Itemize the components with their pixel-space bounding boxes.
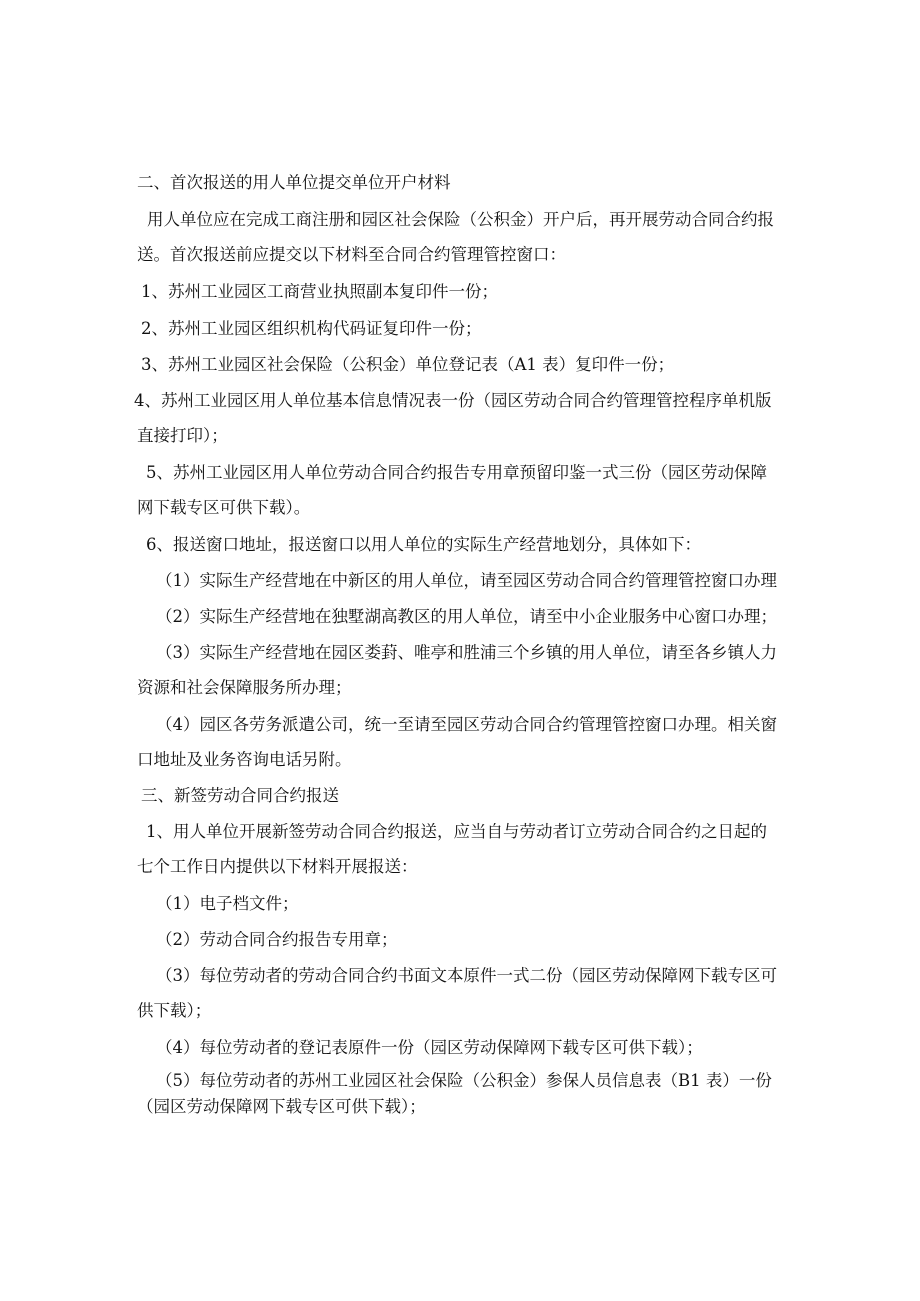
section-3-sub-3-line-1: （3）每位劳动者的劳动合同合约书面文本原件一式二份（园区劳动保障网下载专区可 [156, 966, 777, 985]
section-3-sub-1: （1）电子档文件； [156, 894, 299, 913]
section-2-item-2: 2、苏州工业园区组织机构代码证复印件一份； [141, 319, 482, 338]
section-2-intro-line-1: 用人单位应在完成工商注册和园区社会保险（公积金）开户后，再开展劳动合同合约报 [147, 210, 774, 229]
section-3-sub-3-line-2: 供下载）； [137, 1001, 212, 1020]
section-2-item-6: 6、报送窗口地址，报送窗口以用人单位的实际生产经营地划分，具体如下： [146, 535, 701, 554]
section-2-item-5-line-2: 网下载专区可供下载）。 [137, 498, 311, 517]
section-3-sub-4: （4）每位劳动者的登记表原件一份（园区劳动保障网下载专区可供下载）； [156, 1038, 703, 1057]
section-2-item-4-line-2: 直接打印）； [137, 426, 228, 445]
section-2-item-4-line-1: 4、苏州工业园区用人单位基本信息情况表一份（园区劳动合同合约管理管控程序单机版 [134, 391, 772, 410]
section-2-item-3: 3、苏州工业园区社会保险（公积金）单位登记表（A1 表）复印件一份； [141, 355, 675, 374]
section-2-sub-3-line-2: 资源和社会保障服务所办理； [137, 678, 352, 697]
section-3-heading: 三、新签劳动合同合约报送 [141, 786, 339, 805]
section-3-sub-2: （2）劳动合同合约报告专用章； [156, 930, 398, 949]
section-2-intro-line-2: 送。首次报送前应提交以下材料至合同合约管理管控窗口： [137, 245, 566, 264]
section-2-item-5-line-1: 5、苏州工业园区用人单位劳动合同合约报告专用章预留印鉴一式三份（园区劳动保障 [146, 463, 767, 482]
section-2-sub-4-line-2: 口地址及业务咨询电话另附。 [137, 750, 352, 769]
section-3-item-1-line-1: 1、用人单位开展新签劳动合同合约报送，应当自与劳动者订立劳动合同合约之日起的 [146, 822, 767, 841]
section-2-sub-3-line-1: （3）实际生产经营地在园区娄葑、唯亭和胜浦三个乡镇的用人单位，请至各乡镇人力 [156, 643, 777, 662]
section-3-sub-5-line-2: （园区劳动保障网下载专区可供下载）； [137, 1097, 426, 1116]
section-2-sub-2: （2）实际生产经营地在独墅湖高教区的用人单位，请至中小企业服务中心窗口办理； [156, 607, 777, 626]
section-2-heading: 二、首次报送的用人单位提交单位开户材料 [137, 173, 451, 192]
section-2-sub-4-line-1: （4）园区各劳务派遣公司，统一至请至园区劳动合同合约管理管控窗口办理。相关窗 [156, 715, 777, 734]
section-3-sub-5-line-1: （5）每位劳动者的苏州工业园区社会保险（公积金）参保人员信息表（B1 表）一份 [156, 1071, 772, 1090]
section-2-sub-1: （1）实际生产经营地在中新区的用人单位，请至园区劳动合同合约管理管控窗口办理 [156, 571, 777, 590]
section-3-item-1-line-2: 七个工作日内提供以下材料开展报送： [137, 857, 418, 876]
section-2-item-1: 1、苏州工业园区工商营业执照副本复印件一份； [141, 282, 498, 301]
